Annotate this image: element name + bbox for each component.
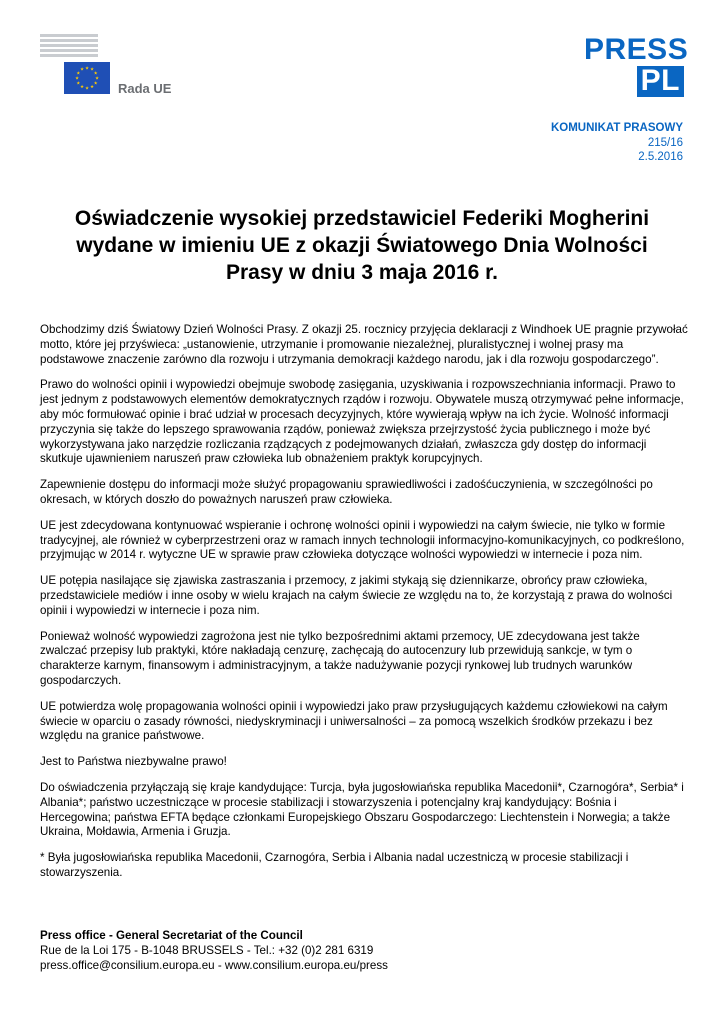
paragraph: Jest to Państwa niezbywalne prawo! [40, 755, 227, 769]
paragraph: UE jest zdecydowana kontynuować wspieranie i ochronę wolności opinii i wypowiedzi na całym świecie, nie tylko w formie tradycyjnej, ale również w cyberprzestrzeni oraz w ramach innych technologii informacyjno-komunikacyjnych, co podkreślono, przyjmując w 2014 r. wytyczne UE w sprawie praw człowieka dotyczące wolności wypowiedzi w internecie i poza nim. [40, 518, 685, 562]
flag-star-icon: ★ [76, 81, 81, 87]
footer-organization: Press office - General Secretariat of the Council [40, 929, 303, 942]
press-language-code: PL [637, 66, 684, 97]
document-title: Oświadczenie wysokiej przedstawiciel Federiki Mogherini wydane w imieniu UE z okazji Światowego Dnia Wolności Prasy w dniu 3 maja 2016 r. [74, 207, 650, 284]
eu-flag-icon [64, 62, 110, 94]
press-badge [584, 33, 689, 97]
footer-address: Rue de la Loi 175 - B-1048 BRUSSELS - Tel.: +32 (0)2 281 6319 [40, 944, 374, 957]
flag-star-icon: ★ [93, 71, 98, 77]
flag-star-icon: ★ [94, 76, 100, 82]
paragraph: Obchodzimy dziś Światowy Dzień Wolności Prasy. Z okazji 25. rocznicy przyjęcia deklaracji z Windhoek UE pragnie przywołać motto, które jej przyświeca: „ustanowienie, utrzymanie i promowanie niezależnej, pluralistycznej i wolnej prasy ma podstawowe znaczenie zarówno dla rozwoju i utrzymania demokracji każdego narodu, jak i dla rozwoju gospodarczego”. [40, 323, 688, 366]
council-logo [40, 34, 200, 100]
flag-star-icon: ★ [89, 85, 95, 91]
flag-star-icon: ★ [84, 66, 90, 72]
press-office-footer [40, 928, 388, 973]
footer-contact: press.office@consilium.europa.eu - www.consilium.europa.eu/press [40, 959, 388, 972]
paragraph: UE potępia nasilające się zjawiska zastraszania i przemocy, z jakimi stykają się dziennikarze, obrońcy praw człowieka, przedstawiciele mediów i inne osoby w wielu krajach na całym świecie ze względu na to, że korzystają z prawa do wolności opinii i wypowiedzi w internecie i poza nim. [40, 574, 673, 617]
footnote: * Była jugosłowiańska republika Macedonii, Czarnogóra, Serbia i Albania nadal uczestniczą w procesie stabilizacji i stowarzyszenia. [40, 851, 629, 879]
press-release-date: 2.5.2016 [638, 151, 683, 163]
council-name: Rada UE [118, 81, 172, 96]
press-reference [551, 121, 683, 165]
flag-star-icon: ★ [89, 67, 95, 73]
paragraph: Do oświadczenia przyłączają się kraje kandydujące: Turcja, była jugosłowiańska republika Macedonii*, Czarnogóra*, Serbia* i Albania*; państwo uczestniczące w procesie stabilizacji i stowarzyszenia i potencjalny kraj kandydujący: Bośnia i Hercegowina; państwa EFTA będące członkami Europejskiego Obszaru Gospodarczego: Liechtenstein i Norwegia; a także Ukraina, Mołdawia, Armenia i Gruzja. [40, 780, 684, 839]
flag-star-icon: ★ [76, 71, 81, 77]
flag-star-icon: ★ [93, 81, 98, 87]
paragraph: Zapewnienie dostępu do informacji może służyć propagowaniu sprawiedliwości i zadośćuczynienia, w szczególności po okresach, w których doszło do poważnych naruszeń praw człowieka. [40, 478, 653, 506]
flag-star-icon: ★ [74, 76, 80, 82]
paragraph: Prawo do wolności opinii i wypowiedzi obejmuje swobodę zasięgania, uzyskiwania i rozpowszechniania informacji. Prawo to jest jednym z podstawowych elementów demokratycznych rządów i rozwoju. Obywatele muszą otrzymywać pełne informacje, aby móc formułować opinie i brać udział w procesach decyzyjnych, które wywierają wpływ na ich życie. Wolność informacji przyczynia się także do lepszego sprawowania rządów, ponieważ zwiększa przejrzystość życia publicznego i może być wykorzystywana jako narzędzie rozliczania rządzących z podejmowanych działań, zwłaszcza gdy dostęp do informacji skutkuje ujawnieniem naruszeń praw człowieka lub obnażeniem praktyk korupcyjnych. [40, 378, 684, 466]
press-word: PRESS [584, 33, 689, 66]
flag-star-icon: ★ [79, 67, 85, 73]
press-release-number: 215/16 [647, 136, 683, 149]
flag-star-icon: ★ [84, 86, 90, 92]
flag-star-icon: ★ [79, 85, 85, 91]
press-release-type: KOMUNIKAT PRASOWY [550, 122, 683, 134]
paragraph: Ponieważ wolność wypowiedzi zagrożona jest nie tylko bezpośrednimi aktami przemocy, UE zdecydowana jest także zwalczać przepisy lub praktyki, które nakładają cenzurę, zachęcają do autocenzury lub przewidują sankcje, w tym o charakterze karnym, finansowym i administracyjnym, a także nadużywanie pozycji rynkowej lub trudnych warunków gospodarczych. [40, 629, 640, 687]
body-text [40, 323, 688, 892]
paragraph: UE potwierdza wolę propagowania wolności opinii i wypowiedzi jako praw przysługujących każdemu człowiekowi na całym świecie w oparciu o zasady równości, niedyskryminacji i uniwersalności – za pomocą wszelkich środków przekazu i bez względu na granice państwowe. [40, 699, 668, 743]
